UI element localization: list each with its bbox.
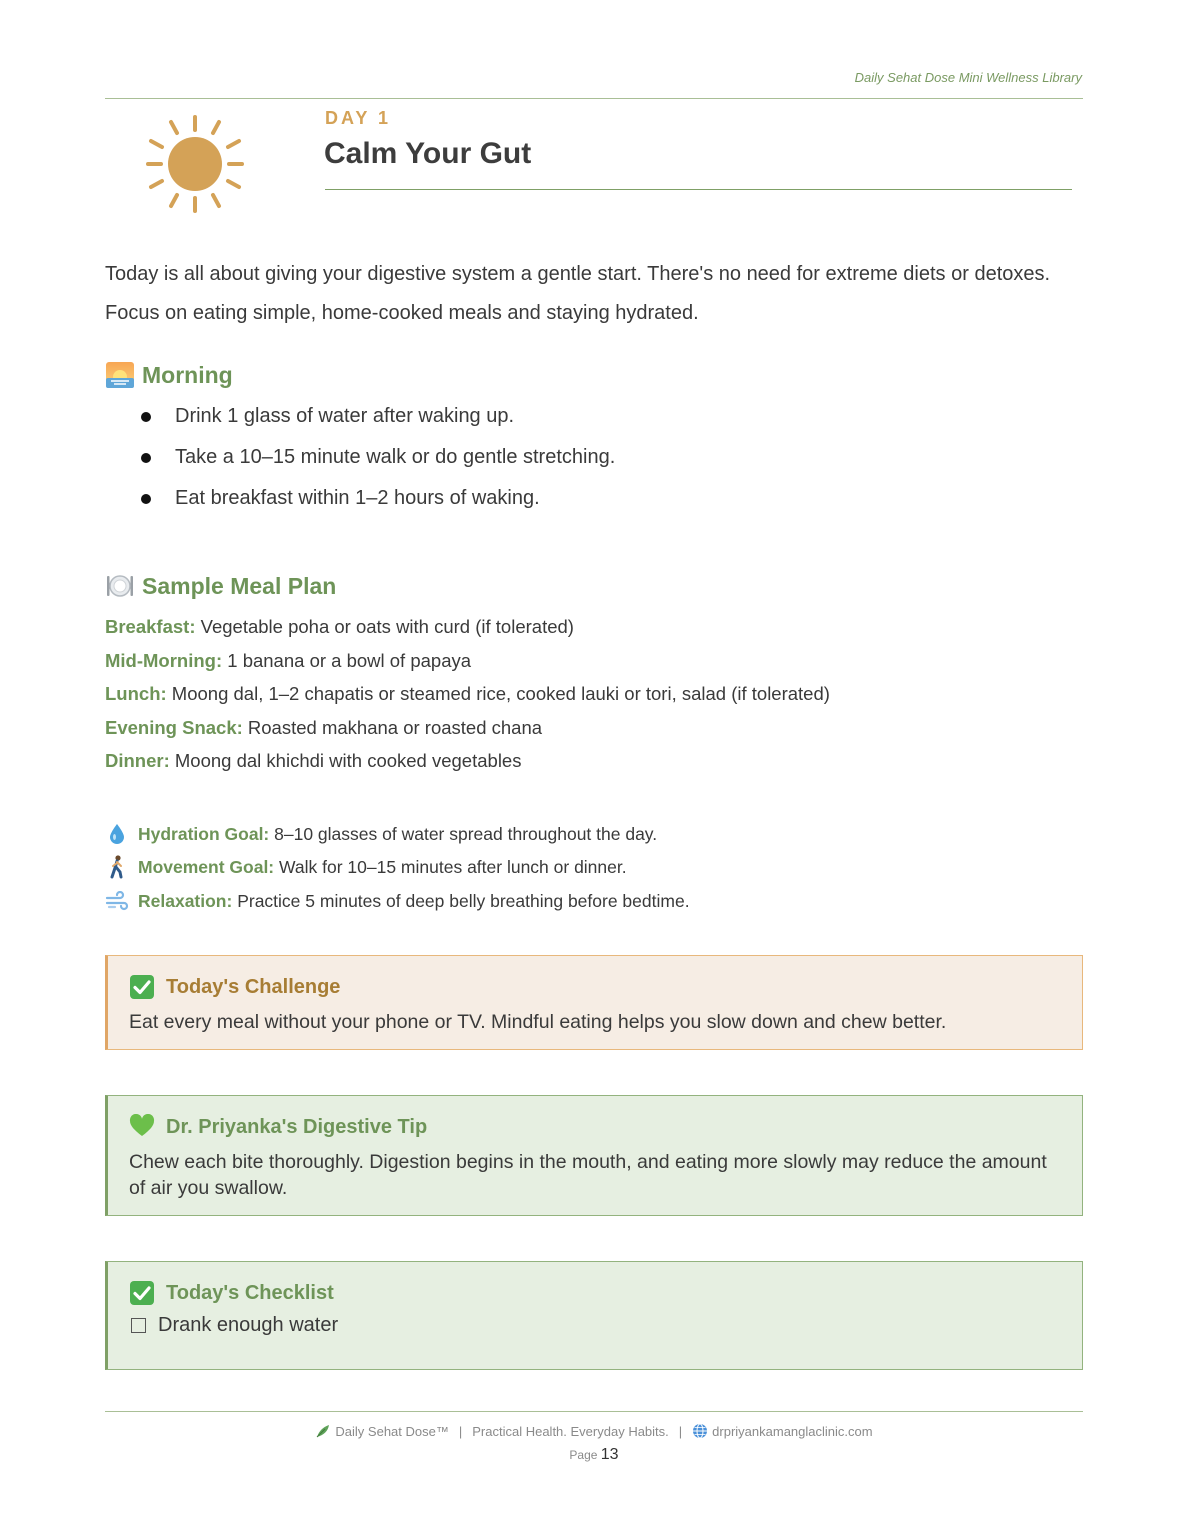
intro-paragraph: Today is all about giving your digestive system a gentle start. There's no need for extreme diets or detoxes. Focus on eating simple, home-cooked meals and staying hydrated. xyxy=(105,263,1051,324)
meal-plan-list xyxy=(105,613,1085,781)
meal-plan-heading xyxy=(105,572,336,600)
tip-heading-text: Dr. Priyanka's Digestive Tip xyxy=(166,1115,428,1138)
meal-label: Evening Snack: xyxy=(105,716,243,738)
footer-website-link[interactable]: drpriyankamanglaclinic.com xyxy=(712,1423,873,1439)
droplet-icon xyxy=(105,822,129,846)
meal-text: 1 banana or a bowl of papaya xyxy=(227,649,472,671)
meal-text: Moong dal, 1–2 chapatis or steamed rice, cooked lauki or tori, salad (if tolerated) xyxy=(171,683,830,704)
title-divider xyxy=(325,189,1072,190)
meal-text: Roasted makhana or roasted chana xyxy=(247,716,543,738)
goal-text: Walk for 10–15 minutes after lunch or dinner. xyxy=(279,857,627,878)
bullet-dot xyxy=(141,494,151,504)
footer-brand: Daily Sehat Dose™ xyxy=(335,1423,449,1439)
herb-leaf-icon xyxy=(315,1423,331,1439)
checklist-heading-text: Today's Checklist xyxy=(166,1281,334,1304)
morning-heading xyxy=(105,361,233,389)
meal-label: Mid-Morning: xyxy=(105,649,223,671)
walking-person-icon xyxy=(105,855,129,879)
list-item xyxy=(140,400,1040,441)
plate-cutlery-icon xyxy=(105,572,135,600)
meal-text: Moong dal khichdi with cooked vegetables xyxy=(174,750,522,771)
sun-icon xyxy=(143,114,247,214)
meal-row xyxy=(105,714,1085,748)
list-item xyxy=(140,482,1040,523)
list-item xyxy=(140,441,1040,482)
bullet-dot xyxy=(141,453,151,463)
footer-separator: | xyxy=(458,1423,463,1439)
tip-heading xyxy=(129,1112,1062,1142)
tip-body: Chew each bite thoroughly. Digestion begins in the mouth, and eating more slowly may reduce the amount of air you swallow. xyxy=(129,1151,1047,1199)
digestive-tip-callout xyxy=(105,1095,1083,1216)
footer xyxy=(105,1423,1083,1439)
page-number-value: 13 xyxy=(600,1446,619,1463)
meal-row xyxy=(105,680,1085,714)
bullet-dot xyxy=(141,412,151,422)
meal-label: Breakfast: xyxy=(105,616,196,637)
globe-icon xyxy=(692,1423,708,1439)
day-label: DAY 1 xyxy=(325,108,392,128)
checklist-callout xyxy=(105,1261,1083,1370)
running-header: Daily Sehat Dose Mini Wellness Library xyxy=(854,70,1082,85)
meal-row xyxy=(105,647,1085,681)
wind-icon xyxy=(105,889,129,913)
checklist-item[interactable] xyxy=(129,1314,1062,1337)
goal-label: Hydration Goal: xyxy=(138,823,270,844)
challenge-heading-text: Today's Challenge xyxy=(166,975,341,998)
meal-text: Vegetable poha or oats with curd (if tolerated) xyxy=(200,616,574,637)
meal-label: Lunch: xyxy=(105,683,167,704)
page-title: Calm Your Gut xyxy=(324,137,532,170)
challenge-callout xyxy=(105,955,1083,1050)
goal-text: 8–10 glasses of water spread throughout the day. xyxy=(274,823,658,844)
meal-row xyxy=(105,747,1085,781)
footer-divider xyxy=(105,1411,1083,1412)
empty-checkbox-icon[interactable] xyxy=(131,1318,146,1333)
list-item-text: Take a 10–15 minute walk or do gentle stretching. xyxy=(175,446,616,468)
list-item-text: Drink 1 glass of water after waking up. xyxy=(175,405,515,427)
goal-row xyxy=(105,884,1085,918)
goal-row xyxy=(105,851,1085,885)
checklist-item-text: Drank enough water xyxy=(158,1314,339,1336)
meal-plan-heading-text: Sample Meal Plan xyxy=(142,572,337,599)
meal-row xyxy=(105,613,1085,647)
daily-goals xyxy=(105,817,1085,918)
header-divider xyxy=(105,98,1083,99)
page-number xyxy=(105,1446,1083,1464)
goal-label: Relaxation: xyxy=(138,890,233,911)
list-item-text: Eat breakfast within 1–2 hours of waking. xyxy=(175,487,540,509)
morning-list xyxy=(140,400,1040,523)
goal-label: Movement Goal: xyxy=(138,857,275,878)
checklist-heading xyxy=(129,1278,1062,1308)
page-word: Page xyxy=(569,1448,598,1462)
meal-label: Dinner: xyxy=(105,750,170,771)
check-mark-icon xyxy=(129,974,155,1000)
morning-heading-text: Morning xyxy=(142,361,233,388)
footer-tagline: Practical Health. Everyday Habits. xyxy=(472,1423,669,1439)
challenge-heading xyxy=(129,972,1062,1002)
goal-text: Practice 5 minutes of deep belly breathing before bedtime. xyxy=(237,890,690,911)
challenge-body: Eat every meal without your phone or TV. Mindful eating helps you slow down and chew better. xyxy=(129,1011,947,1033)
check-mark-icon xyxy=(129,1280,155,1306)
green-heart-icon xyxy=(129,1114,155,1140)
footer-separator: | xyxy=(678,1423,683,1439)
sunrise-icon xyxy=(105,361,135,389)
goal-row xyxy=(105,817,1085,851)
